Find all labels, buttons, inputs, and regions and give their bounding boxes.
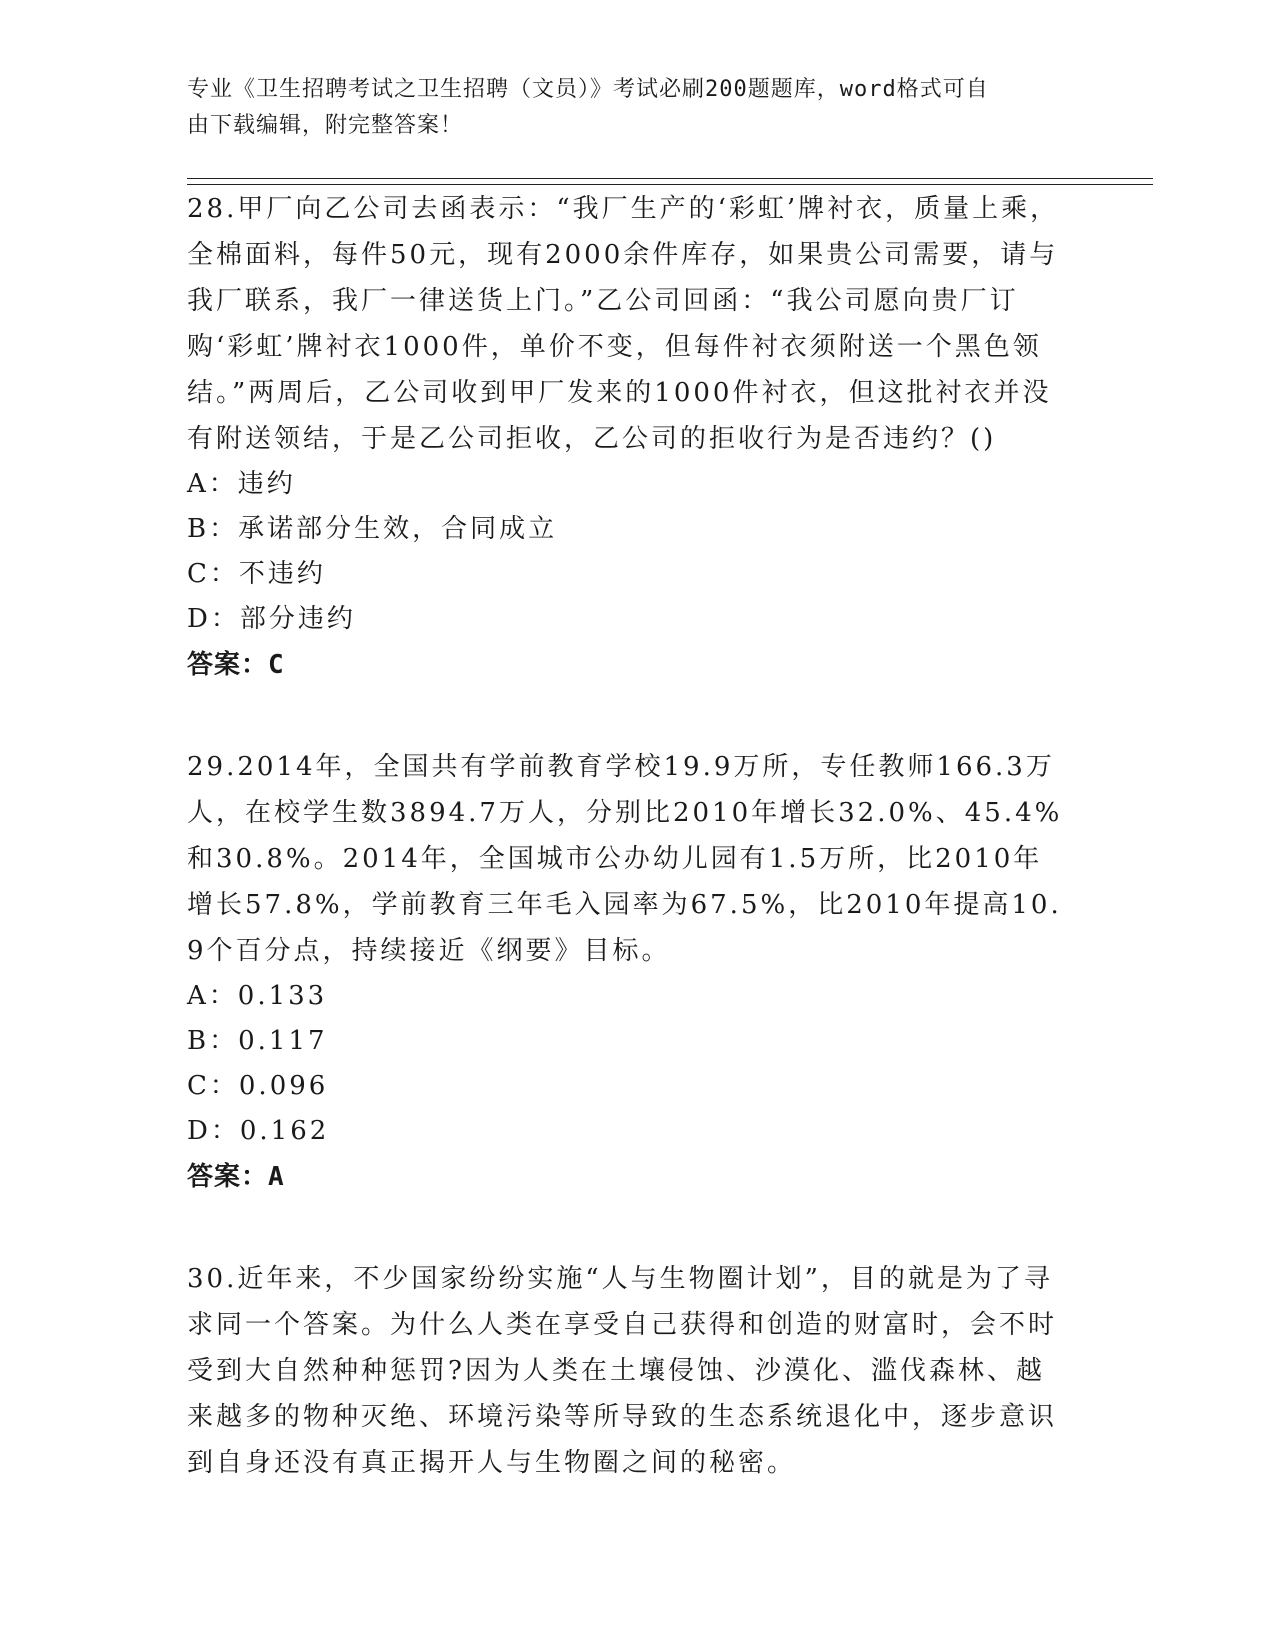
header-line-1: 专业《卫生招聘考试之卫生招聘（文员）》考试必刷200题题库，word格式可自 [187,77,989,102]
header-divider-bottom [187,184,1153,185]
option-d: D：0.162 [187,1116,330,1146]
option-c: C：0.096 [187,1071,329,1101]
option-b: B：0.117 [187,1026,328,1056]
answer: 答案：A [187,1162,285,1192]
document-header [187,72,1067,144]
question-text: 29.2014年，全国共有学前教育学校19.9万所，专任教师166.3万人，在校学生数3894.7万人，分别比2010年增长32.0%、45.4%和30.8%。2014年，全国城市公办幼儿园有1.5万所，比2010年增长57.8%，学前教育三年毛入园率为67.5%，比2010年提高10.9个百分点，持续接近《纲要》目标。 [187,752,1063,966]
option-a: A：0.133 [187,981,328,1011]
spacer [187,1200,1067,1256]
spacer [187,688,1067,744]
option-c: C：不违约 [187,559,326,589]
question-28 [187,186,1067,688]
option-b: B：承诺部分生效，合同成立 [187,514,558,544]
question-30 [187,1256,1067,1486]
question-29 [187,744,1067,1200]
answer: 答案：C [187,650,285,680]
option-d: D：部分违约 [187,604,356,634]
question-text: 28.甲厂向乙公司去函表示：“我厂生产的‘彩虹’牌衬衣，质量上乘，全棉面料，每件50元，现有2000余件库存，如果贵公司需要，请与我厂联系，我厂一律送货上门。”乙公司回函：“我公司愿向贵厂订购‘彩虹’牌衬衣1000件，单价不变，但每件衬衣须附送一个黑色领结。”两周后，乙公司收到甲厂发来的1000件衬衣，但这批衬衣并没有附送领结，于是乙公司拒收，乙公司的拒收行为是否违约？() [187,194,1060,454]
header-divider-top [187,178,1153,179]
header-line-2: 由下载编辑，附完整答案！ [187,113,464,138]
question-text: 30.近年来，不少国家纷纷实施“人与生物圈计划”，目的就是为了寻求同一个答案。为什么人类在享受自己获得和创造的财富时，会不时受到大自然种种惩罚?因为人类在土壤侵蚀、沙漠化、滥伐森林、越来越多的物种灭绝、环境污染等所导致的生态系统退化中，逐步意识到自身还没有真正揭开人与生物圈之间的秘密。 [187,1264,1058,1478]
option-a: A：违约 [187,469,296,499]
question-list [187,186,1067,1486]
